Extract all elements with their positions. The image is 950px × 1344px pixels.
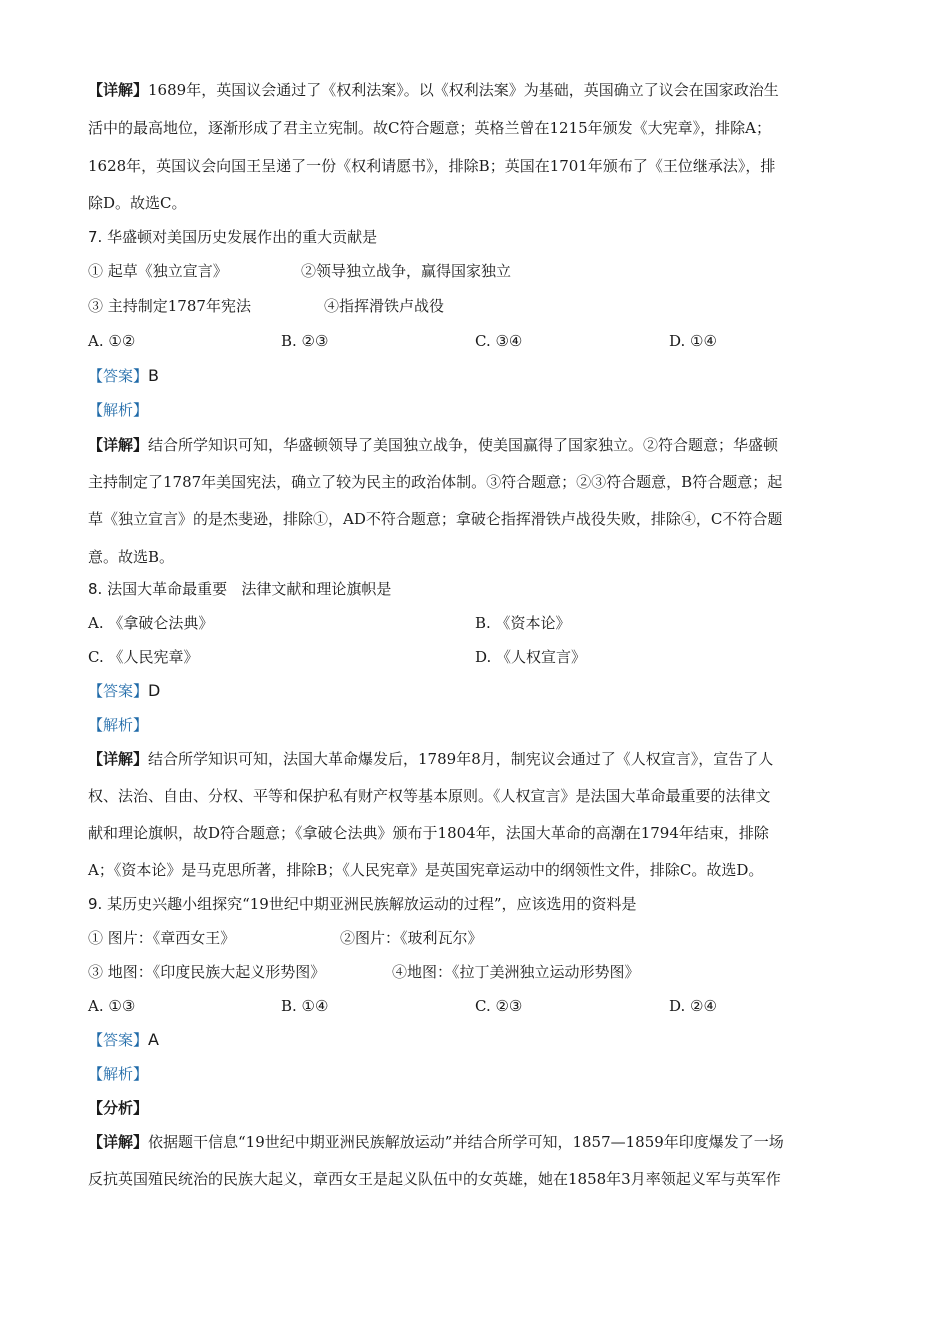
analysis-tag: 【解析】: [88, 716, 149, 734]
q9-number: 9.: [88, 895, 103, 913]
q7-detail-line-1: [88, 435, 778, 455]
q9-analysis: [88, 1064, 148, 1084]
q8-detail-line-1: [88, 749, 773, 769]
analysis-tag: 【解析】: [88, 401, 149, 419]
q8-detail-text-3: 献和理论旗帜，故D符合题意；《拿破仑法典》颁布于1804年，法国大革命的高潮在1794年结束，排除: [88, 824, 769, 842]
q6-detail-text-2: 活中的最高地位，逐渐形成了君主立宪制。故C符合题意；英格兰曾在1215年颁发《大宪章》，排除A；: [88, 119, 771, 137]
q7-option-a: A. ①②: [88, 332, 136, 350]
q9-detail-line-1: [88, 1132, 784, 1152]
q9-detail-text-1: 依据题干信息“19世纪中期亚洲民族解放运动”并结合所学可知，1857—1859年印度爆发了一场: [148, 1133, 784, 1151]
q9-stem-text: 某历史兴趣小组探究“19世纪中期亚洲民族解放运动的过程”，应该选用的资料是: [107, 895, 637, 913]
q6-detail-text-4: 除D。故选C。: [88, 194, 187, 212]
q7-answer-letter: B: [148, 366, 159, 385]
q7-analysis: [88, 400, 148, 420]
q6-detail-line-1: [88, 80, 779, 100]
q6-detail-line-4: [88, 193, 187, 213]
q9-item-1: ① 图片：《章西女王》: [88, 929, 236, 947]
q6-detail-line-2: [88, 118, 771, 138]
q8-detail-line-3: [88, 823, 769, 843]
q9-option-c: C. ②③: [475, 997, 523, 1015]
q6-detail-text-1: 1689年，英国议会通过了《权利法案》。以《权利法案》为基础，英国确立了议会在国家政治生: [148, 81, 779, 99]
q7-item-3: ③ 主持制定1787年宪法: [88, 297, 251, 315]
q7-number: 7.: [88, 228, 103, 246]
q9-option-a: A. ①③: [88, 997, 136, 1015]
q7-detail-text-2: 主持制定了1787年美国宪法，确立了较为民主的政治体制。③符合题意；②③符合题意，B符合题意；起: [88, 473, 783, 491]
q7-detail-text-3: 草《独立宣言》的是杰斐逊，排除①，AD不符合题意；拿破仑指挥滑铁卢战役失败，排除④，C不符合题: [88, 510, 783, 528]
q8-detail-text-2: 权、法治、自由、分权、平等和保护私有财产权等基本原则。《人权宣言》是法国大革命最重要的法律文: [88, 787, 771, 805]
q9-stem: [88, 894, 637, 914]
q7-detail-line-2: [88, 472, 782, 492]
q6-detail-line-3: [88, 156, 775, 176]
q7-option-c: C. ③④: [475, 332, 523, 350]
q8-option-b: B. 《资本论》: [475, 614, 571, 632]
q7-option-b: B. ②③: [281, 332, 329, 350]
q7-stem-text: 华盛顿对美国历史发展作出的重大贡献是: [107, 228, 378, 246]
q8-detail-text-4: A；《资本论》是马克思所著，排除B；《人民宪章》是英国宪章运动中的纲领性文件，排除C。故选D。: [88, 861, 764, 879]
q7-item-2: ②领导独立战争，赢得国家独立: [301, 262, 512, 280]
q8-option-c: C. 《人民宪章》: [88, 648, 199, 666]
q7-answer: [88, 366, 159, 386]
q9-answer-letter: A: [148, 1030, 159, 1049]
q8-option-d: D. 《人权宣言》: [475, 648, 587, 666]
q9-answer: [88, 1030, 159, 1050]
q9-item-2: ②图片：《玻利瓦尔》: [340, 929, 483, 947]
q8-stem: [88, 579, 391, 599]
q9-detail-line-2: [88, 1169, 781, 1189]
q7-stem: [88, 227, 377, 247]
q7-detail-line-3: [88, 509, 782, 529]
q9-detail-text-2: 反抗英国殖民统治的民族大起义，章西女王是起义队伍中的女英雄，她在1858年3月率领起义军与英军作: [88, 1170, 781, 1188]
q7-option-d: D. ①④: [669, 332, 717, 350]
detail-tag: 【详解】: [88, 750, 149, 768]
detail-tag: 【详解】: [88, 436, 149, 454]
q8-detail-text-1: 结合所学知识可知，法国大革命爆发后，1789年8月，制宪议会通过了《人权宣言》，宣告了人: [148, 750, 774, 768]
detail-tag: 【详解】: [88, 1133, 149, 1151]
answer-tag: 【答案】: [88, 682, 149, 700]
q8-option-a: A. 《拿破仑法典》: [88, 614, 214, 632]
q9-option-b: B. ①④: [281, 997, 329, 1015]
answer-tag: 【答案】: [88, 1031, 149, 1049]
answer-tag: 【答案】: [88, 367, 149, 385]
q9-item-4: ④地图：《拉丁美洲独立运动形势图》: [392, 963, 640, 981]
q8-analysis: [88, 715, 148, 735]
q8-answer: [88, 681, 160, 701]
q9-item-3: ③ 地图：《印度民族大起义形势图》: [88, 963, 326, 981]
q9-fenxi: [88, 1098, 148, 1118]
q8-stem-text: 法国大革命最重要 法律文献和理论旗帜是: [107, 580, 392, 598]
q8-detail-line-2: [88, 786, 771, 806]
detail-tag: 【详解】: [88, 81, 149, 99]
q7-detail-line-4: [88, 547, 174, 567]
q6-detail-text-3: 1628年，英国议会向国王呈递了一份《权利请愿书》，排除B；英国在1701年颁布了《王位继承法》，排: [88, 157, 776, 175]
q7-detail-text-1: 结合所学知识可知，华盛顿领导了美国独立战争，使美国赢得了国家独立。②符合题意；华盛顿: [148, 436, 779, 454]
q7-item-4: ④指挥滑铁卢战役: [324, 297, 445, 315]
q8-answer-letter: D: [148, 681, 161, 700]
q8-detail-line-4: [88, 860, 763, 880]
q8-number: 8.: [88, 580, 103, 598]
analysis-tag: 【解析】: [88, 1065, 149, 1083]
q9-option-d: D. ②④: [669, 997, 717, 1015]
q7-item-1: ① 起草《独立宣言》: [88, 262, 228, 280]
fenxi-tag: 【分析】: [88, 1099, 149, 1117]
q7-detail-text-4: 意。故选B。: [88, 548, 175, 566]
